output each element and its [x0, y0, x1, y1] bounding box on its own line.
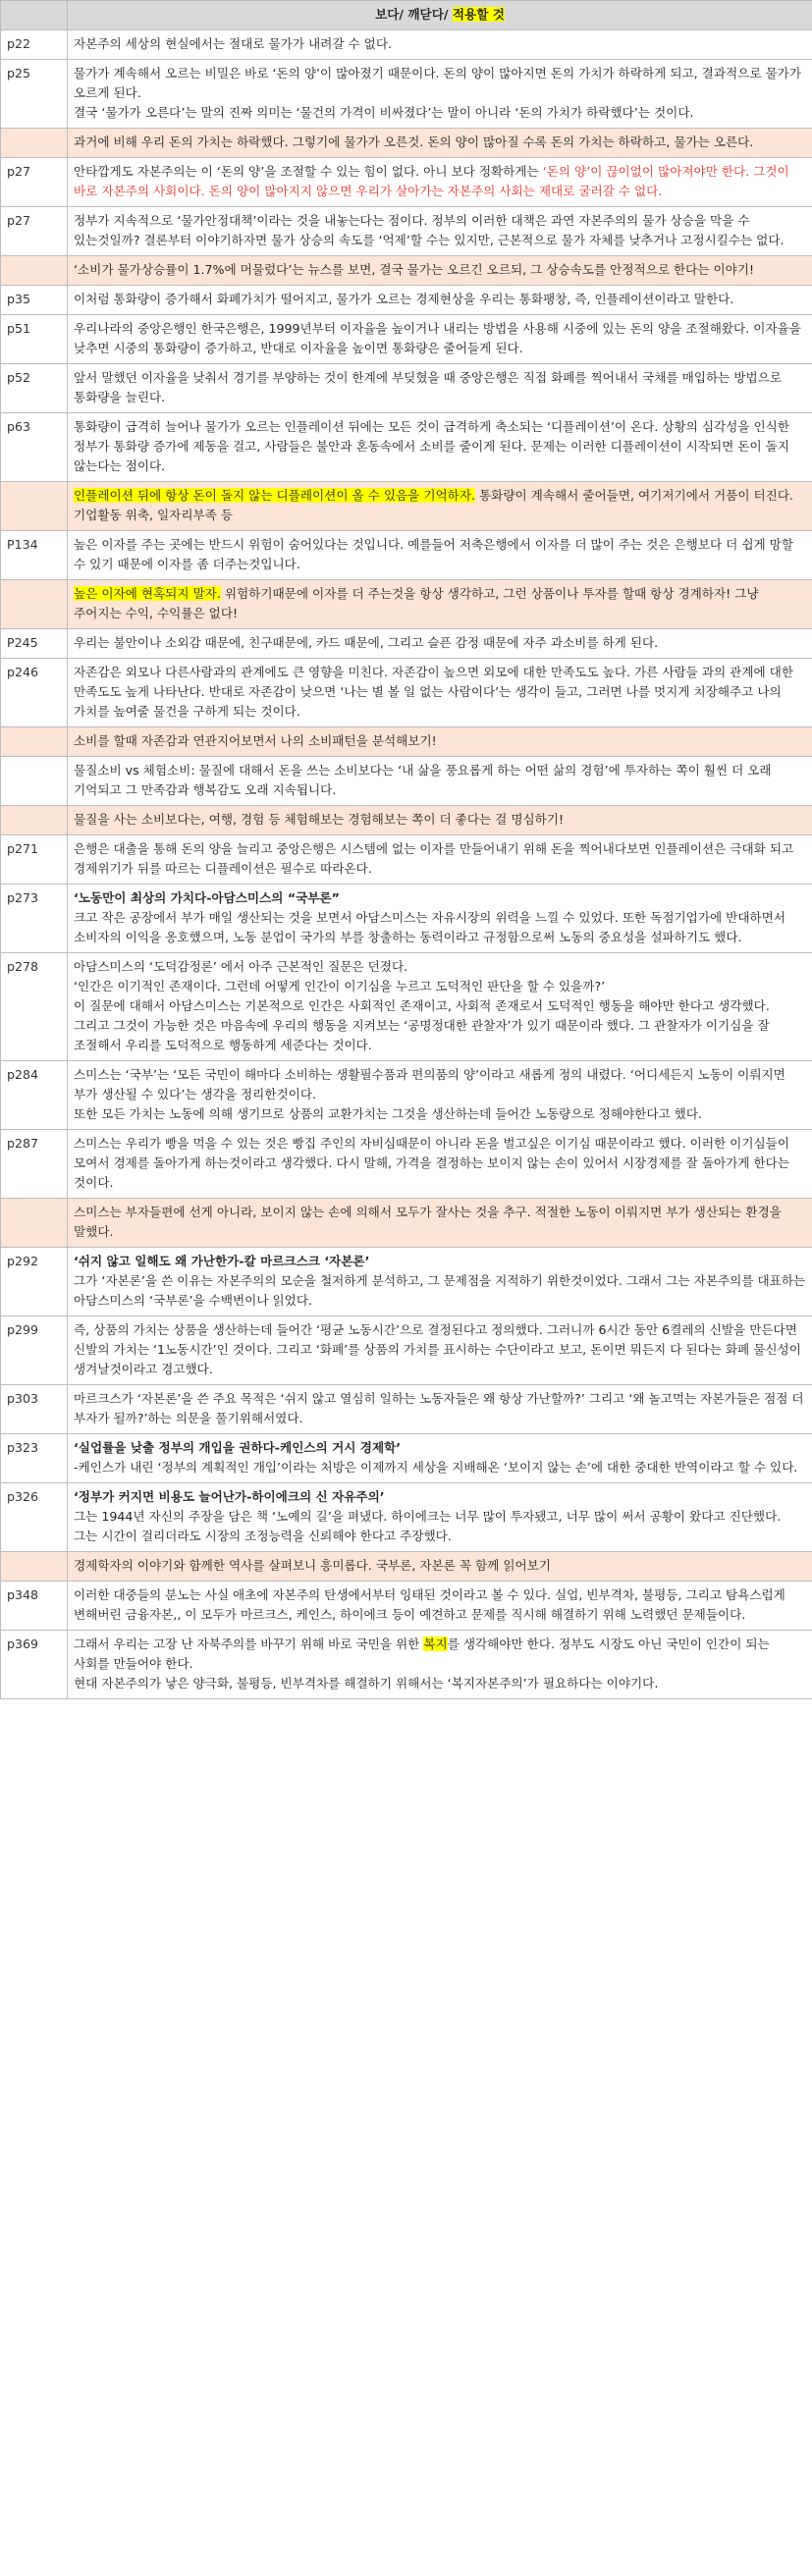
page-number-cell: p246 [1, 659, 68, 727]
page-number-cell: p278 [1, 953, 68, 1061]
note-line [74, 810, 806, 830]
page-number-cell: p27 [1, 158, 68, 207]
table-row [1, 757, 812, 806]
note-line [74, 977, 806, 996]
page-number-cell [1, 1552, 68, 1582]
page-number-cell [1, 757, 68, 806]
note-line [74, 888, 806, 908]
note-text: 현대 자본주의가 낳은 양극화, 불평등, 빈부격차를 해결하기 위해서는 ‘복지자본주의’가 필요하다는 이야기다. [74, 1676, 659, 1690]
table-row [1, 1434, 812, 1483]
note-text: 이처럼 통화량이 증가해서 화폐가치가 떨어지고, 물가가 오르는 경제현상을 우리는 통화팽창, 즉, 인플레이션이라고 말한다. [74, 292, 734, 306]
note-quote-cell [68, 659, 812, 727]
note-quote-cell [68, 1631, 812, 1699]
note-reflection-cell [68, 482, 812, 531]
note-text: 정부가 지속적으로 ‘물가안정대책’이라는 것을 내놓는다는 점이다. 정부의 이러한 대책은 과연 자본주의의 물가 상승을 막을 수 있는것일까? 결론부터 이야기하자면 물가 상승의 속도를 ‘억제’할 수는 있지만, 근본적으로 물가 자체를 낮추거나 고정시킬수는 없다. [74, 213, 785, 247]
note-line [74, 211, 806, 250]
page-number-cell: p323 [1, 1434, 68, 1483]
note-text: 소비를 할때 자존감과 연관지어보면서 나의 소비패턴을 분석해보기! [74, 733, 437, 748]
note-reflection-cell [68, 1199, 812, 1248]
highlighted-text: 인플레이션 뒤에 항상 돈이 돌지 않는 디플레이션이 올 수 있음을 기억하자. [74, 488, 476, 503]
note-reflection-cell [68, 806, 812, 835]
note-line [74, 1389, 806, 1428]
note-text: 이 질문에 대해서 아담스미스는 기본적으로 인간은 사회적인 존재이고, 사회적 존재로서 도덕적인 행동을 해야만 한다고 생각했다. 그리고 그것이 가능한 것은 마음속에 우리의 행동을 지켜보는 ‘공명정대한 관찰자’가 있기 때문이라 했다. 그 관찰자가 이기심을 잘 조절해서 우리를 도덕적으로 행동하게 세준다는 것이다. [74, 998, 770, 1052]
note-line [74, 1252, 806, 1271]
note-line [74, 290, 806, 309]
note-quote-cell [68, 531, 812, 580]
emphasis-text: ‘돈의 양’이 끊이없이 많아져야만 한다. 그것이 바로 자본주의 사회이다. 돈의 양이 많아지지 않으면 우리가 살아가는 자본주의 사회는 제대로 굴러갈 수 없다. [74, 164, 789, 198]
note-line [74, 908, 806, 947]
page-number-cell [1, 727, 68, 757]
table-row [1, 1316, 812, 1385]
table-row [1, 1631, 812, 1699]
table-row [1, 580, 812, 629]
note-line [74, 1438, 806, 1458]
note-text: 물질을 사는 소비보다는, 여행, 경험 등 체험해보는 경험해보는 쪽이 더 좋다는 걸 명심하기! [74, 812, 565, 827]
note-line [74, 1203, 806, 1242]
note-line [74, 633, 806, 653]
note-quote-cell [68, 315, 812, 364]
page-number-cell [1, 806, 68, 835]
note-line [74, 1104, 806, 1124]
page-number-cell: p299 [1, 1316, 68, 1385]
note-text: 은행은 대출을 통해 돈의 양을 늘리고 중앙은행은 시스템에 없는 이자를 만들어내기 위해 돈을 찍어내다보면 인플레이션은 극대화 되고 경제위기가 뒤를 따르는 디플레이션은 필수로 따라온다. [74, 841, 794, 876]
page-number-cell: p25 [1, 60, 68, 129]
header-corner-cell [1, 1, 68, 30]
note-text: 스미스는 우리가 빵을 먹을 수 있는 것은 빵집 주인의 자비심때문이 아니라 돈을 벌고싶은 이기심 때문이라고 했다. 이러한 이기심들이 모여서 경제를 돌아가게 하는것이라고 생각했다. 다시 말해, 가격을 결정하는 보이지 않는 손이 있어서 시장경제를 잘 돌아가게 한다는 것이다. [74, 1136, 789, 1190]
note-reflection-cell [68, 129, 812, 158]
page-number-cell: p287 [1, 1130, 68, 1199]
table-row [1, 256, 812, 286]
note-line [74, 1320, 806, 1379]
note-line [74, 839, 806, 879]
page-number-cell: p22 [1, 30, 68, 60]
header-title-part: 보다/ 깨닫다/ [375, 7, 453, 22]
note-line [74, 1271, 806, 1311]
note-text: ‘인간은 이기적인 존재이다. 그런데 어떻게 인간이 이기심을 누르고 도덕적인 판단을 할 수 있을까?’ [74, 979, 606, 993]
note-line [74, 1458, 806, 1477]
table-row [1, 1199, 812, 1248]
note-text: 이러한 대중들의 분노는 사실 애초에 자본주의 탄생에서부터 잉태된 것이라고 볼 수 있다. 실업, 빈부격차, 불평등, 그리고 탐욕스럽게 변해버린 금융자본,, 이 모두가 마르크스, 케인스, 하이에크 등이 예견하고 문제를 직시해 해결하기 위해 노력했던 문제들이다. [74, 1587, 785, 1622]
table-row [1, 1130, 812, 1199]
table-row [1, 1248, 812, 1316]
page-number-cell [1, 129, 68, 158]
page-number-cell: p303 [1, 1385, 68, 1434]
page-number-cell: p63 [1, 413, 68, 482]
section-heading-text: ‘쉬지 않고 일해도 왜 가난한가-칼 마르크스크 ‘자본론’ [74, 1254, 370, 1268]
note-text: 스미스는 ‘국부’는 ‘모든 국민이 해마다 소비하는 생활필수품과 편의품의 양’이라고 새롭게 정의 내렸다. ‘어디세든지 노동이 이뤄지면 부가 생산될 수 있다’는 생각을 정리한것이다. [74, 1067, 785, 1101]
note-quote-cell [68, 1316, 812, 1385]
note-quote-cell [68, 364, 812, 413]
note-line [74, 996, 806, 1055]
note-line [74, 486, 806, 525]
table-row [1, 727, 812, 757]
note-line [74, 731, 806, 751]
page-number-cell: p326 [1, 1483, 68, 1552]
note-line [74, 1585, 806, 1625]
note-line [74, 1635, 806, 1674]
table-row [1, 129, 812, 158]
note-text: -케인스가 내린 ‘정부의 계획적인 개입’이라는 처방은 이제까지 세상을 지배해온 ‘보이지 않는 손’에 대한 중대한 반역이라고 할 수 있다. [74, 1460, 798, 1475]
table-row [1, 286, 812, 315]
table-row [1, 531, 812, 580]
page-number-cell: p35 [1, 286, 68, 315]
table-body [1, 30, 812, 1699]
note-quote-cell [68, 158, 812, 207]
note-quote-cell [68, 286, 812, 315]
note-quote-cell [68, 1130, 812, 1199]
note-line [74, 1674, 806, 1693]
page-number-cell: p369 [1, 1631, 68, 1699]
page-number-cell: P245 [1, 629, 68, 659]
note-line [74, 535, 806, 574]
note-quote-cell [68, 1483, 812, 1552]
note-line [74, 103, 806, 123]
header-title-cell [68, 1, 812, 30]
note-quote-cell [68, 757, 812, 806]
table-row [1, 207, 812, 256]
table-row [1, 482, 812, 531]
page-number-cell [1, 482, 68, 531]
note-reflection-cell [68, 580, 812, 629]
note-line [74, 34, 806, 54]
table-row [1, 953, 812, 1061]
header-title-highlight: 적용할 것 [452, 7, 505, 22]
note-text: 그는 1944년 자신의 주장을 담은 책 ‘노예의 길’을 펴냈다. 하이에크는 너무 많이 투자됐고, 너무 많이 써서 공황이 왔다고 진단했다. 그는 시간이 걸리더라도 시장의 조정능력을 신뢰해야 한다고 주장했다. [74, 1509, 782, 1543]
note-quote-cell [68, 413, 812, 482]
page-number-cell: p284 [1, 1061, 68, 1130]
table-row [1, 1582, 812, 1631]
note-line [74, 663, 806, 722]
note-text: 통화량이 계속해서 줄어들면, 여기저기에서 거품이 터진다. 기업활동 위축, 일자리부족 등 [74, 488, 794, 522]
note-text: 아담스미스의 ‘도덕감정론’ 에서 아주 근본적인 질문은 던졌다. [74, 959, 408, 974]
table-header-row [1, 1, 812, 30]
page-number-cell: p292 [1, 1248, 68, 1316]
table-row [1, 1483, 812, 1552]
page-number-cell [1, 580, 68, 629]
note-text: 마르크스가 ‘자본론’을 쓴 주요 목적은 ‘쉬지 않고 열심히 일하는 노동자들은 왜 항상 가난할까?’ 그리고 ‘왜 놀고먹는 자본가들은 점점 더 부자가 될까?’하는 의문을 풀기위해서였다. [74, 1391, 804, 1425]
table-row [1, 1552, 812, 1582]
table-row [1, 413, 812, 482]
note-text: 위험하기때문에 이자를 더 주는것을 항상 생각하고, 그런 상품이나 투자를 할때 항상 경계하자! 그냥 주어지는 수익, 수익률은 없다! [74, 586, 759, 620]
note-quote-cell [68, 1061, 812, 1130]
note-text: 자본주의 세상의 현실에서는 절대로 물가가 내려갈 수 없다. [74, 36, 392, 51]
note-quote-cell [68, 207, 812, 256]
note-text: 스미스는 부자들편에 선게 아니라, 보이지 않는 손에 의해서 모두가 잘사는 것을 추구. 적절한 노동이 이뤄지면 부가 생산되는 환경을 말했다. [74, 1205, 782, 1239]
note-text: 그가 ‘자본론’을 쓴 이유는 자본주의의 모순을 철저하게 분석하고, 그 문제점을 지적하기 위한것이었다. 그래서 그는 자본주의를 대표하는 아담스미스의 ‘국부론’을 수백번이나 읽었다. [74, 1273, 806, 1308]
note-text: 경제학자의 이야기와 함께한 역사를 살펴보니 흥미롭다. 국부론, 자본론 꼭 함께 읽어보기 [74, 1558, 551, 1573]
note-line [74, 162, 806, 201]
table-row [1, 60, 812, 129]
note-text: 그래서 우리는 고장 난 자북주의를 바꾸기 위해 바로 국민을 위한 [74, 1637, 424, 1651]
note-quote-cell [68, 629, 812, 659]
note-text: ‘소비가 물가상승률이 1.7%에 머물렀다’는 뉴스를 보면, 결국 물가는 오르긴 오르되, 그 상승속도를 안정적으로 한다는 이야기! [74, 262, 755, 277]
note-line [74, 319, 806, 358]
page-number-cell: P134 [1, 531, 68, 580]
note-reflection-cell [68, 727, 812, 757]
note-line [74, 1507, 806, 1546]
page-number-cell: p271 [1, 835, 68, 885]
highlighted-text: 복지 [423, 1637, 448, 1651]
table-row [1, 806, 812, 835]
page-number-cell [1, 1199, 68, 1248]
note-text: 크고 작은 공장에서 부가 매일 생산되는 것을 보면서 아담스미스는 자유시장의 위력을 느낄 수 있었다. 또한 독점기업가에 반대하면서 소비자의 이익을 옹호했으며, 노동 분업이 국가의 부를 창출하는 동력이라고 규정함으로써 노동의 중요성을 설파하기도 했다. [74, 910, 785, 944]
table-row [1, 885, 812, 953]
section-heading-text: ‘실업률을 낮출 정부의 개입을 권하다-케인스의 거시 경제학’ [74, 1440, 402, 1455]
note-text: 또한 모든 가치는 노동에 의해 생기므로 상품의 교환가치는 그것을 생산하는데 들어간 노동량으로 정해야한다고 했다. [74, 1106, 702, 1121]
page-number-cell [1, 256, 68, 286]
note-quote-cell [68, 60, 812, 129]
table-row [1, 1385, 812, 1434]
table-row [1, 629, 812, 659]
note-text: 즉, 상품의 가치는 상품을 생산하는데 들어간 ‘평균 노동시간’으로 결정된다고 정의했다. 그러니까 6시간 동안 6켤레의 신발을 만든다면 신발의 가치는 ‘1노동시간’인 것이다. 그리고 ‘화폐’를 상품의 가치를 표시하는 수단이라고 보고, 돈이면 뭐든지 다 된다는 화폐 물신성이 생겨날것이라고 경고했다. [74, 1322, 801, 1376]
note-line [74, 1556, 806, 1576]
note-line [74, 1065, 806, 1104]
note-line [74, 1487, 806, 1507]
note-text: 물가가 계속해서 오르는 비밀은 바로 ‘돈의 양’이 많아졌기 때문이다. 돈의 양이 많아지면 돈의 가치가 하락하게 되고, 결과적으로 물가가 오르게 된다. [74, 66, 802, 100]
note-quote-cell [68, 30, 812, 60]
note-quote-cell [68, 1385, 812, 1434]
note-text: 우리나라의 중앙은행인 한국은행은, 1999년부터 이자율을 높이거나 내리는 방법을 사용해 시중에 있는 돈의 양을 조절해왔다. 이자율을 낮추면 시중의 통화량이 증가하고, 반대로 이자율을 높이면 통화량은 줄어들게 된다. [74, 321, 801, 355]
note-text: 높은 이자를 주는 곳에는 반드시 위험이 숨어있다는 것입니다. 예를들어 저축은행에서 이자를 더 많이 주는 것은 은행보다 더 쉽게 망할 수 있기 때문에 이자를 좀 더주는것입니다. [74, 537, 794, 571]
table-row [1, 30, 812, 60]
note-line [74, 368, 806, 407]
note-line [74, 957, 806, 977]
table-row [1, 835, 812, 885]
note-text: 우리는 불안이나 소외감 때문에, 친구때문에, 카드 때문에, 그리고 슬픈 감정 때문에 자주 과소비를 하게 된다. [74, 635, 659, 650]
note-line [74, 1134, 806, 1193]
page-number-cell: p348 [1, 1582, 68, 1631]
note-quote-cell [68, 1248, 812, 1316]
table-row [1, 315, 812, 364]
highlighted-text: 높은 이자에 현혹되지 말자. [74, 586, 221, 601]
table-row [1, 364, 812, 413]
table-row [1, 158, 812, 207]
note-reflection-cell [68, 256, 812, 286]
note-reflection-cell [68, 1552, 812, 1582]
page-number-cell: p52 [1, 364, 68, 413]
note-quote-cell [68, 1582, 812, 1631]
note-line [74, 584, 806, 623]
note-quote-cell [68, 953, 812, 1061]
section-heading-text: ‘노동만이 최상의 가치다-아담스미스의 “국부론” [74, 890, 340, 905]
page-number-cell: p51 [1, 315, 68, 364]
note-text: 결국 ‘물가가 오른다’는 말의 진짜 의미는 ‘물건의 가격이 비싸졌다’는 말이 아니라 ‘돈의 가치가 하락했다’는 것이다. [74, 105, 694, 120]
note-text: 자존감은 외모나 다른사람과의 관계에도 큰 영향을 미친다. 자존감이 높으면 외모에 대한 만족도도 높다. 가른 사람들 과의 관계에 대한 만족도도 높게 나타난다. 반대로 자존감이 낮으면 ‘나는 별 볼 일 없는 사람이다’는 생각이 들고, 그러면 나를 멋지게 치장해주고 나의 가치를 높여줄 물건을 구하게 되는 것이다. [74, 665, 794, 719]
note-text: 과거에 비해 우리 돈의 가치는 하락했다. 그렇기에 물가가 오른것. 돈의 양이 많아질 수록 돈의 가치는 하락하고, 물가는 오른다. [74, 134, 754, 149]
note-text: 를 생각해야만 한다. 정부도 시장도 아닌 국민이 인간이 되는 사회를 만들어야 한다. [74, 1637, 770, 1671]
note-text: 물질소비 vs 체험소비: 물질에 대해서 돈을 쓰는 소비보다는 ‘내 삶을 풍요롭게 하는 어떤 삶의 경험’에 투자하는 쪽이 훨씬 더 오래 기억되고 그 만족감과 행복감도 오래 지속됩니다. [74, 763, 772, 797]
note-quote-cell [68, 1434, 812, 1483]
note-line [74, 417, 806, 476]
note-text: 앞서 말했던 이자율을 낮춰서 경기를 부양하는 것이 한계에 부딪혔을 때 중앙은행은 직접 화폐를 찍어내서 국채를 매입하는 방법으로 통화량을 늘린다. [74, 370, 782, 404]
table-row [1, 659, 812, 727]
note-quote-cell [68, 885, 812, 953]
note-text: 통화량이 급격히 늘어나 물가가 오르는 인플레이션 뒤에는 모든 것이 급격하게 축소되는 ‘디플레이션’이 온다. 상황의 심각성을 인식한 정부가 통화량 증가에 제동을 걸고, 사람들은 불안과 혼동속에서 소비를 줄이게 된다. 문제는 이러한 디플레이션이 시작되면 돈이 돌지 않는다는 점이다. [74, 419, 789, 473]
note-line [74, 133, 806, 152]
note-line [74, 761, 806, 800]
note-quote-cell [68, 835, 812, 885]
note-text: 안타깝게도 자본주의는 이 ‘돈의 양’을 조절할 수 있는 힘이 없다. 아니 보다 정확하게는 [74, 164, 543, 179]
page-number-cell: p27 [1, 207, 68, 256]
table-row [1, 1061, 812, 1130]
note-line [74, 64, 806, 103]
section-heading-text: ‘정부가 커지면 비용도 늘어난가-하이에크의 신 자유주의’ [74, 1489, 385, 1504]
note-line [74, 260, 806, 280]
page-number-cell: p273 [1, 885, 68, 953]
